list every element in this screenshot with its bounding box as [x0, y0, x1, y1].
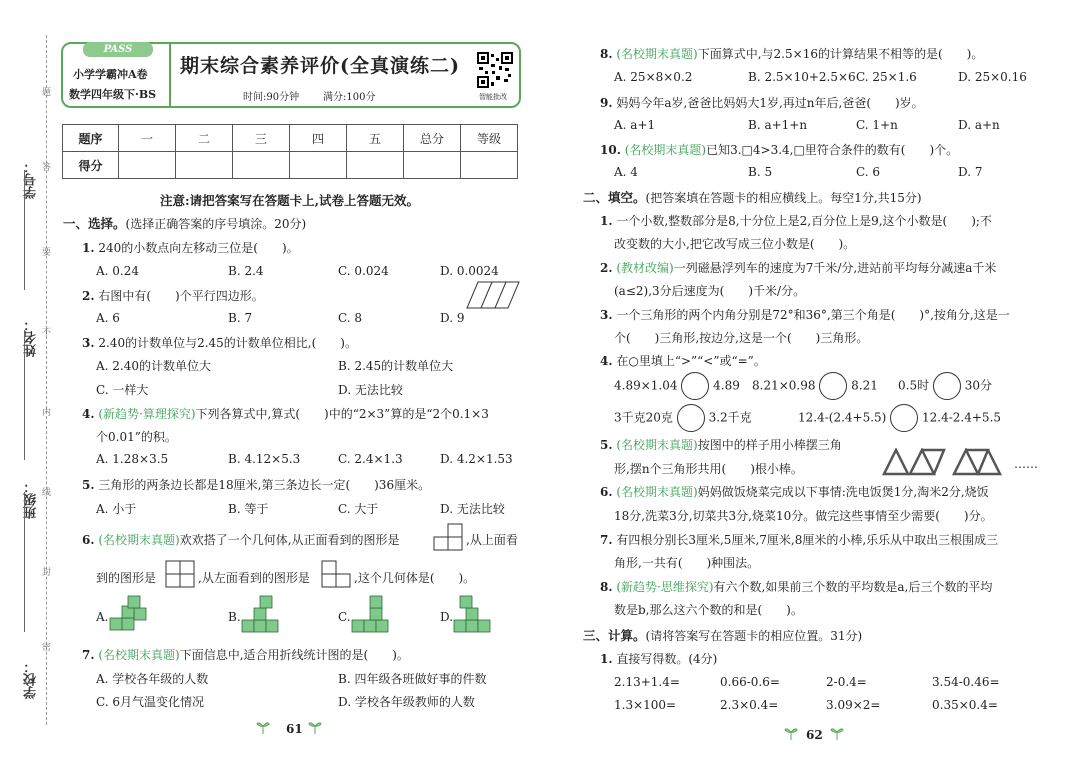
calc-item: 2.13+1.4= — [614, 675, 680, 689]
margin-char: 密 — [42, 643, 52, 653]
option[interactable]: C. 25×1.6 — [856, 70, 917, 84]
question-8 — [600, 45, 983, 62]
header-series-block — [63, 44, 171, 106]
page-number: 61 — [286, 722, 303, 736]
question-number: 1. — [600, 652, 613, 666]
option[interactable]: D. a+n — [958, 118, 1000, 132]
option[interactable]: A. 小于 — [96, 502, 137, 516]
calc-item: 2.3×0.4= — [720, 698, 779, 712]
fill-7 — [600, 531, 998, 548]
compare-left: 0.5时 — [898, 378, 930, 393]
compare-item — [798, 404, 1001, 432]
margin-char: 线 — [42, 488, 52, 498]
question-tag: (名校期末真题) — [624, 143, 707, 157]
compare-right: 3.2千克 — [708, 410, 752, 425]
margin-char: 答 — [42, 163, 52, 173]
class-label: 班级： — [24, 480, 39, 519]
section-2-heading — [583, 188, 922, 206]
question-7 — [82, 646, 409, 663]
option[interactable]: A. 6 — [96, 311, 120, 325]
question-text: 一列磁悬浮列车的速度为7千米/分,进站前平均每分减速a千米 — [673, 261, 997, 275]
question-text: 已知3.□4>3.4,□里符合条件的数有( )个。 — [706, 143, 959, 157]
section-title: 三、计算。 — [583, 628, 646, 643]
left-view-figure — [320, 560, 352, 588]
option[interactable]: B. 7 — [228, 311, 253, 325]
question-10 — [600, 141, 958, 158]
question-6 — [82, 531, 400, 548]
option[interactable]: D. — [440, 610, 454, 624]
compare-item — [752, 372, 878, 400]
option[interactable]: A. 0.24 — [96, 264, 140, 278]
table-cell: 一 — [119, 125, 176, 152]
cube-figure-a — [108, 594, 148, 636]
option[interactable]: B. 四年级各班做好事的件数 — [338, 672, 487, 686]
question-4 — [82, 405, 489, 422]
question-2 — [82, 287, 264, 304]
field-line — [24, 170, 25, 290]
compare-circle-input[interactable] — [677, 404, 705, 432]
exam-header — [61, 42, 521, 108]
question-text: 角形,一共有( )种围法。 — [614, 556, 760, 570]
section-3-heading — [583, 626, 862, 644]
calc-item: 1.3×100= — [614, 698, 677, 712]
compare-circle-input[interactable] — [681, 372, 709, 400]
question-text: ,这个几何体是( )。 — [354, 571, 476, 585]
fill-4 — [600, 352, 766, 369]
table-cell: 等级 — [461, 125, 518, 152]
qr-code-icon — [477, 52, 513, 88]
name-label: 姓名： — [24, 318, 39, 357]
question-number: 6. — [82, 533, 95, 547]
question-tag: (名校期末真题) — [98, 648, 180, 662]
grade-label: 数学四年级下·BS — [69, 88, 157, 101]
option[interactable]: A. a+1 — [614, 118, 656, 132]
question-text: 形,摆n个三角形共用( )根小棒。 — [614, 462, 803, 476]
question-9 — [600, 94, 924, 111]
calc-item: 0.66-0.6= — [720, 675, 780, 689]
option[interactable]: C. 0.024 — [338, 264, 389, 278]
question-number: 8. — [600, 47, 613, 61]
option[interactable]: B. 4.12×5.3 — [228, 452, 301, 466]
question-text: 在○里填上“>”“<”或“=”。 — [616, 354, 766, 368]
table-cell: 得分 — [63, 152, 119, 179]
question-text: 欢欢搭了一个几何体,从正面看到的图形是 — [179, 533, 400, 547]
parallelogram-figure — [466, 281, 520, 309]
sprout-icon — [308, 718, 322, 734]
compare-left: 8.21×0.98 — [752, 378, 816, 393]
student-id-label: 学号： — [24, 160, 39, 199]
calc-item: 3.09×2= — [826, 698, 881, 712]
question-text: 直接写得数。(4分) — [616, 652, 718, 666]
question-text: 18分,洗菜3分,切菜共3分,烧菜10分。做完这些事情至少需要( )分。 — [614, 509, 993, 523]
front-view-figure — [432, 523, 464, 551]
question-number: 3. — [82, 336, 95, 350]
score-table — [62, 124, 518, 179]
question-text: 数是b,那么这六个数的和是( )。 — [614, 603, 803, 617]
option[interactable]: D. 9 — [440, 311, 465, 325]
margin-char: 封 — [42, 568, 52, 578]
question-text: 一个三角形的两个内角分别是72°和36°,第三个角是( )°,按角分,这是一 — [616, 308, 1010, 322]
compare-circle-input[interactable] — [819, 372, 847, 400]
fill-2 — [600, 259, 996, 276]
sprout-icon — [784, 724, 798, 740]
sprout-icon — [256, 718, 270, 734]
question-3 — [82, 334, 357, 351]
matchstick-triangles-figure — [882, 448, 1010, 476]
compare-item — [614, 404, 752, 432]
option[interactable]: C. 6月气温变化情况 — [96, 695, 205, 709]
option[interactable]: A. 4 — [614, 165, 638, 179]
cube-figure-d — [452, 594, 492, 636]
option[interactable]: C. 一样大 — [96, 383, 149, 397]
question-number: 7. — [82, 648, 95, 662]
question-text: 下面信息中,适合用折线统计图的是( )。 — [179, 648, 409, 662]
calc-item: 0.35×0.4= — [932, 698, 998, 712]
option[interactable]: B. 2.5×10+2.5×6 — [748, 70, 856, 84]
score-input-cell[interactable] — [404, 152, 461, 179]
option[interactable]: A. 学校各年级的人数 — [96, 672, 209, 686]
school-label: 学校： — [24, 660, 39, 699]
option[interactable]: C. 大于 — [338, 502, 379, 516]
margin-char: 要 — [42, 248, 52, 258]
question-text: 有六个数,如果前三个数的平均数是a,后三个数的平均 — [713, 580, 993, 594]
score-input-cell[interactable] — [290, 152, 347, 179]
compare-circle-input[interactable] — [890, 404, 918, 432]
margin-char: 题 — [42, 88, 52, 98]
question-text: ,从左面看到的图形是 — [198, 571, 310, 585]
question-number: 10. — [600, 143, 621, 157]
question-text: 一个小数,整数部分是8,十分位上是2,百分位上是9,这个小数是( );不 — [616, 214, 992, 228]
question-1 — [82, 239, 299, 256]
question-number: 9. — [600, 96, 613, 110]
question-5 — [82, 476, 430, 493]
question-text: 妈妈做饭烧菜完成以下事情:洗电饭煲1分,淘米2分,烧饭 — [697, 485, 989, 499]
question-number: 4. — [82, 407, 95, 421]
section-1-heading — [63, 214, 306, 232]
option[interactable]: D. 无法比较 — [440, 502, 505, 516]
question-text: (a≤2),3分后速度为( )千米/分。 — [614, 284, 806, 298]
field-line — [24, 492, 25, 632]
table-cell: 三 — [233, 125, 290, 152]
option[interactable]: D. 学校各年级教师的人数 — [338, 695, 475, 709]
compare-right: 8.21 — [851, 378, 878, 393]
page-number: 62 — [806, 728, 823, 742]
exam-full-score: 满分:100分 — [323, 92, 376, 103]
compare-left: 4.89×1.04 — [614, 378, 678, 393]
question-tag: (新趋势·算理探究) — [98, 407, 196, 421]
ellipsis: …… — [1014, 457, 1038, 471]
option[interactable]: D. 25×0.16 — [958, 70, 1027, 84]
option[interactable]: D. 0.0024 — [440, 264, 499, 278]
question-number: 8. — [600, 580, 613, 594]
margin-char: 内 — [42, 408, 52, 418]
compare-right: 4.89 — [713, 378, 740, 393]
top-view-figure — [164, 560, 196, 588]
cube-figure-c — [350, 594, 390, 636]
option[interactable]: C. 1+n — [856, 118, 898, 132]
binding-line — [46, 35, 47, 725]
notice: 注意:请把答案写在答题卡上,试卷上答题无效。 — [160, 193, 419, 208]
question-tag: (新趋势·思维探究) — [616, 580, 714, 594]
compare-left: 3千克20克 — [614, 410, 673, 425]
question-4-cont: 个0.01”的积。 — [96, 430, 177, 444]
score-input-cell[interactable] — [461, 152, 518, 179]
question-number: 4. — [600, 354, 613, 368]
option[interactable]: C. 6 — [856, 165, 881, 179]
question-text: 2.40的计数单位与2.45的计数单位相比,( )。 — [98, 336, 357, 350]
question-text: 妈妈今年a岁,爸爸比妈妈大1岁,再过n年后,爸爸( )岁。 — [616, 96, 924, 110]
score-input-cell[interactable] — [119, 152, 176, 179]
field-line — [24, 330, 25, 460]
score-input-cell[interactable] — [347, 152, 404, 179]
series-name: 小学学霸冲A卷 — [73, 68, 148, 81]
table-cell: 四 — [290, 125, 347, 152]
option[interactable]: B. — [228, 610, 241, 624]
table-cell: 题序 — [63, 125, 119, 152]
question-number: 3. — [600, 308, 613, 322]
question-tag: (教材改编) — [616, 261, 674, 275]
section-note: (把答案填在答题卡的相应横线上。每空1分,共15分) — [645, 191, 922, 205]
question-text: 改变数的大小,把它改写成三位小数是( )。 — [614, 237, 856, 251]
compare-right: 12.4-2.4+5.5 — [922, 410, 1002, 425]
fill-5 — [600, 436, 842, 453]
section-title: 二、填空。 — [583, 190, 646, 205]
question-tag: (名校期末真题) — [616, 485, 698, 499]
cube-figure-b — [240, 594, 280, 636]
fill-8 — [600, 578, 992, 595]
option[interactable]: C. — [338, 610, 351, 624]
question-number: 1. — [600, 214, 613, 228]
option[interactable]: D. 7 — [958, 165, 983, 179]
option[interactable]: B. 2.45的计数单位大 — [338, 359, 454, 373]
question-tag: (名校期末真题) — [616, 438, 698, 452]
compare-item — [614, 372, 740, 400]
option[interactable]: C. 2.4×1.3 — [338, 452, 403, 466]
calc-1 — [600, 650, 717, 667]
table-cell: 总分 — [404, 125, 461, 152]
score-input-cell[interactable] — [176, 152, 233, 179]
question-text: 个( )三角形,按边分,这是一个( )三角形。 — [614, 331, 869, 345]
compare-right: 30分 — [964, 378, 993, 393]
pass-logo: PASS — [83, 42, 153, 57]
question-text: 右图中有( )个平行四边形。 — [98, 289, 264, 303]
score-input-cell[interactable] — [233, 152, 290, 179]
question-number: 7. — [600, 533, 613, 547]
table-cell: 二 — [176, 125, 233, 152]
table-cell: 五 — [347, 125, 404, 152]
calc-item: 2-0.4= — [826, 675, 867, 689]
question-text: 240的小数点向左移动三位是( )。 — [98, 241, 299, 255]
question-tag: (名校期末真题) — [616, 47, 698, 61]
option[interactable]: A. — [96, 610, 109, 624]
question-number: 5. — [600, 438, 613, 452]
question-text: 三角形的两条边长都是18厘米,第三条边长一定( )36厘米。 — [98, 478, 431, 492]
option[interactable]: D. 4.2×1.53 — [440, 452, 513, 466]
option[interactable]: B. 等于 — [228, 502, 269, 516]
section-note: (选择正确答案的序号填涂。20分) — [125, 217, 307, 231]
question-number: 1. — [82, 241, 95, 255]
fill-6 — [600, 483, 989, 500]
question-number: 2. — [600, 261, 613, 275]
sprout-icon — [830, 724, 844, 740]
compare-left: 12.4-(2.4+5.5) — [798, 410, 887, 425]
question-tag: (名校期末真题) — [98, 533, 180, 547]
question-text: 按图中的样子用小棒摆三角 — [697, 438, 842, 452]
option[interactable]: D. 无法比较 — [338, 383, 403, 397]
calc-item: 3.54-0.46= — [932, 675, 1000, 689]
exam-time: 时间:90分钟 — [243, 92, 300, 103]
fill-1 — [600, 212, 992, 229]
option[interactable]: A. 2.40的计数单位大 — [96, 359, 212, 373]
option[interactable]: B. a+1+n — [748, 118, 808, 132]
section-note: (请将答案写在答题卡的相应位置。31分) — [645, 629, 863, 643]
option[interactable]: A. 1.28×3.5 — [96, 452, 169, 466]
question-number: 6. — [600, 485, 613, 499]
compare-item — [898, 372, 992, 400]
section-title: 一、选择。 — [63, 216, 126, 231]
question-number: 2. — [82, 289, 95, 303]
fill-3 — [600, 306, 1010, 323]
question-text: 下面算式中,与2.5×16的计算结果不相等的是( )。 — [697, 47, 984, 61]
option[interactable]: B. 2.4 — [228, 264, 264, 278]
question-text: ,从上面看 — [466, 533, 518, 547]
compare-circle-input[interactable] — [933, 372, 961, 400]
question-text: 到的图形是 — [96, 571, 157, 585]
option[interactable]: C. 8 — [338, 311, 363, 325]
option[interactable]: A. 25×8×0.2 — [614, 70, 693, 84]
margin-char: 不 — [42, 328, 52, 338]
question-text: 有四根分别长3厘米,5厘米,7厘米,8厘米的小棒,乐乐从中取出三根围成三 — [616, 533, 999, 547]
question-number: 5. — [82, 478, 95, 492]
qr-label: 智能批改 — [479, 93, 507, 101]
question-text: 下列各算式中,算式( )中的“2×3”算的是“2个0.1×3 — [195, 407, 489, 421]
option[interactable]: B. 5 — [748, 165, 773, 179]
page-title: 期末综合素养评价(全真演练二) — [180, 55, 460, 77]
